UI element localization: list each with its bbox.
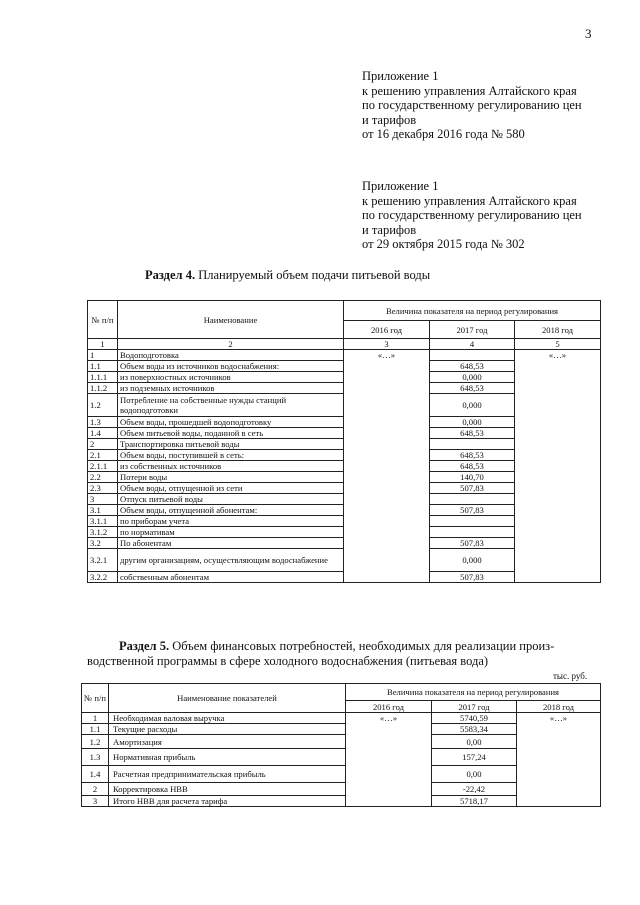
appendix-line: от 29 октября 2015 года № 302: [362, 237, 525, 252]
row-name: Нормативная прибыль: [109, 749, 346, 766]
value-2016: «…»: [344, 350, 430, 583]
header-period: Величина показателя на период регулирования: [344, 301, 601, 321]
appendix-line: по государственному регулированию цен: [362, 208, 582, 223]
value-2016: «…»: [346, 713, 432, 807]
row-num: 1.2: [88, 394, 118, 417]
section5-title-bold: Раздел 5.: [119, 639, 170, 653]
header-2016: 2016 год: [344, 321, 430, 339]
row-num: 1.2: [82, 735, 109, 749]
section4-table: [87, 300, 601, 583]
row-num: 1.1: [82, 724, 109, 735]
row-num: 3.2: [88, 538, 118, 549]
row-num: 3: [82, 796, 109, 807]
row-name: собственным абонентам: [118, 572, 344, 583]
header-2018: 2018 год: [517, 701, 601, 713]
value-2017: 0,000: [430, 417, 515, 428]
appendix-line: и тарифов: [362, 112, 417, 127]
value-2017: 0,000: [430, 549, 515, 572]
section5-table: [81, 683, 601, 807]
appendix-line: к решению управления Алтайского края: [362, 83, 577, 98]
row-name: Объем воды, отпущенной абонентам:: [118, 505, 344, 516]
row-name: Итого НВВ для расчета тарифа: [109, 796, 346, 807]
row-name: Отпуск питьевой воды: [118, 494, 344, 505]
value-2017: 507,83: [430, 483, 515, 494]
row-name: другим организациям, осуществляющим водоснабжение: [118, 549, 344, 572]
table-row: [82, 713, 601, 724]
value-2017: 507,83: [430, 538, 515, 549]
row-num: 3.2.1: [88, 549, 118, 572]
row-num: 2.1: [88, 450, 118, 461]
row-name: из собственных источников: [118, 461, 344, 472]
value-2017: 140,70: [430, 472, 515, 483]
row-num: 3.1: [88, 505, 118, 516]
value-2017: 507,83: [430, 572, 515, 583]
unit-label: тыс. руб.: [553, 671, 588, 681]
value-2017: 0,000: [430, 394, 515, 417]
row-num: 1.4: [82, 766, 109, 783]
row-name: Потребление на собственные нужды станций водоподготовки: [118, 394, 344, 417]
row-name: Объем воды из источников водоснабжения:: [118, 361, 344, 372]
section4-title-text: Планируемый объем подачи питьевой воды: [195, 268, 431, 282]
header-name: Наименование: [118, 301, 344, 339]
appendix-line: по государственному регулированию цен: [362, 98, 582, 113]
row-name: Потери воды: [118, 472, 344, 483]
col-index: 5: [515, 339, 601, 350]
value-2017: 648,53: [430, 361, 515, 372]
value-2017: -22,42: [432, 783, 517, 796]
section4-title-bold: Раздел 4.: [145, 268, 196, 282]
row-num: 3.2.2: [88, 572, 118, 583]
value-2017: 0,00: [432, 766, 517, 783]
value-2017: [430, 494, 515, 505]
row-name: Корректировка НВВ: [109, 783, 346, 796]
row-num: 2: [88, 439, 118, 450]
header-num: № п/п: [82, 684, 109, 713]
row-name: Объем питьевой воды, поданной в сеть: [118, 428, 344, 439]
row-name: Объем воды, прошедшей водоподготовку: [118, 417, 344, 428]
row-num: 1: [88, 350, 118, 361]
row-name: Транспортировка питьевой воды: [118, 439, 344, 450]
row-name: Объем воды, поступившей в сеть:: [118, 450, 344, 461]
header-num: № п/п: [88, 301, 118, 339]
col-index: 3: [344, 339, 430, 350]
row-num: 2.1.1: [88, 461, 118, 472]
header-2017: 2017 год: [432, 701, 517, 713]
value-2017: [430, 527, 515, 538]
table-row: [88, 350, 601, 361]
row-num: 1.3: [82, 749, 109, 766]
row-name: Амортизация: [109, 735, 346, 749]
row-name: Расчетная предпринимательская прибыль: [109, 766, 346, 783]
row-name: из поверхностных источников: [118, 372, 344, 383]
header-2018: 2018 год: [515, 321, 601, 339]
value-2017: 0,00: [432, 735, 517, 749]
appendix-header-old: [362, 179, 582, 252]
header-2016: 2016 год: [346, 701, 432, 713]
header-period: Величина показателя на период регулирования: [346, 684, 601, 701]
header-2017: 2017 год: [430, 321, 515, 339]
value-2017: 507,83: [430, 505, 515, 516]
appendix-line: к решению управления Алтайского края: [362, 193, 577, 208]
page-number: 3: [585, 26, 592, 41]
row-name: Текущие расходы: [109, 724, 346, 735]
row-name: Объем воды, отпущенной из сети: [118, 483, 344, 494]
row-num: 3.1.1: [88, 516, 118, 527]
row-name: По абонентам: [118, 538, 344, 549]
value-2018: «…»: [515, 350, 601, 583]
section5-title-line2: водственной программы в сфере холодного водоснабжения (питьевая вода): [87, 654, 489, 668]
value-2018: «…»: [517, 713, 601, 807]
appendix-header-new: [362, 69, 582, 142]
value-2017: [430, 350, 515, 361]
appendix-line: от 16 декабря 2016 года № 580: [362, 127, 525, 142]
value-2017: 157,24: [432, 749, 517, 766]
appendix-line: и тарифов: [362, 222, 417, 237]
value-2017: 5583,34: [432, 724, 517, 735]
value-2017: 0,000: [430, 372, 515, 383]
row-num: 2.2: [88, 472, 118, 483]
appendix-line: Приложение 1: [362, 69, 439, 83]
row-num: 3.1.2: [88, 527, 118, 538]
col-index: 1: [88, 339, 118, 350]
section5-title: [119, 639, 554, 654]
section5-title-text: Объем финансовых потребностей, необходимых для реализации произ-: [169, 639, 555, 653]
row-name: по приборам учета: [118, 516, 344, 527]
appendix-line: Приложение 1: [362, 179, 439, 193]
value-2017: 5740,59: [432, 713, 517, 724]
row-name: Необходимая валовая выручка: [109, 713, 346, 724]
value-2017: 648,53: [430, 450, 515, 461]
row-num: 1: [82, 713, 109, 724]
row-num: 2.3: [88, 483, 118, 494]
value-2017: [430, 439, 515, 450]
value-2017: 648,53: [430, 461, 515, 472]
row-num: 1.1: [88, 361, 118, 372]
col-index: 4: [430, 339, 515, 350]
row-num: 1.1.1: [88, 372, 118, 383]
row-num: 1.4: [88, 428, 118, 439]
row-name: по нормативам: [118, 527, 344, 538]
value-2017: 648,53: [430, 383, 515, 394]
value-2017: 648,53: [430, 428, 515, 439]
row-num: 1.3: [88, 417, 118, 428]
row-name: из подземных источников: [118, 383, 344, 394]
row-name: Водоподготовка: [118, 350, 344, 361]
col-index: 2: [118, 339, 344, 350]
section4-title: [145, 268, 430, 283]
row-num: 3: [88, 494, 118, 505]
row-num: 1.1.2: [88, 383, 118, 394]
value-2017: 5718,17: [432, 796, 517, 807]
row-num: 2: [82, 783, 109, 796]
header-name: Наименование показателей: [109, 684, 346, 713]
value-2017: [430, 516, 515, 527]
